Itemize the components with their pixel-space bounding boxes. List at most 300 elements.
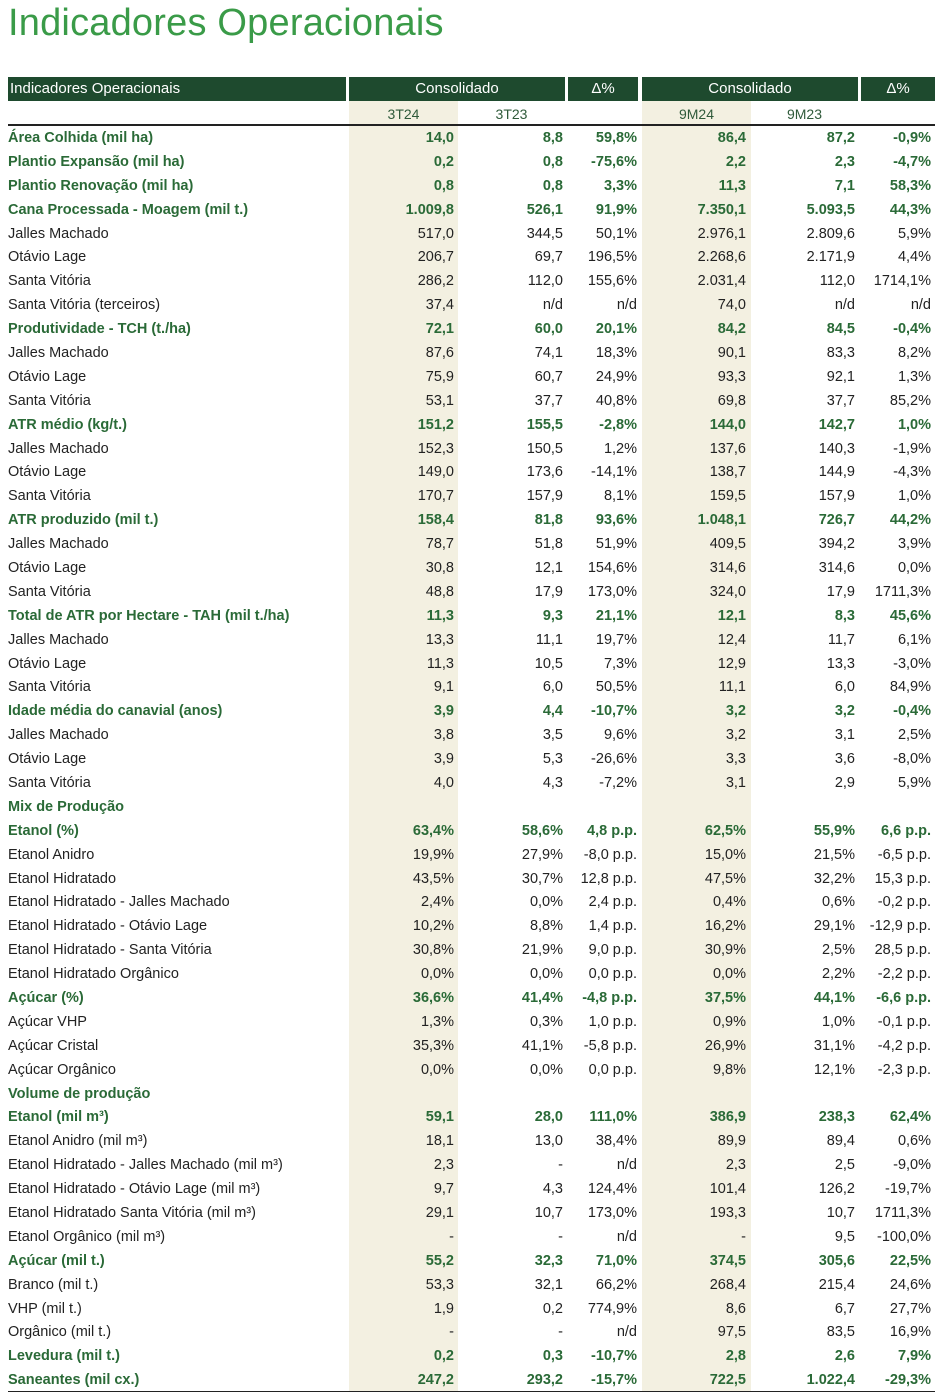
cell-value: 37,7 — [826, 392, 855, 409]
cell-value: 47,5% — [704, 870, 746, 887]
cell-value: -1,9% — [893, 440, 931, 457]
table-row — [8, 1153, 935, 1177]
row-label: Santa Vitória (terceiros) — [8, 297, 161, 314]
cell-value: 0,0% — [529, 1061, 563, 1078]
cell-value: 1.048,1 — [697, 512, 746, 529]
cell-value: 314,6 — [709, 559, 746, 576]
cell-value: 2,5% — [897, 727, 931, 744]
cell-value: 124,4% — [587, 1181, 637, 1198]
table-row — [8, 1249, 935, 1273]
cell-value: 2.171,9 — [806, 249, 855, 266]
table-row — [8, 914, 935, 938]
cell-value: -8,0 p.p. — [583, 846, 637, 863]
cell-value: 3,1 — [834, 727, 855, 744]
cell-value: 10,2% — [412, 918, 454, 935]
cell-value: 0,3% — [529, 1013, 563, 1030]
cell-value: 0,0 p.p. — [588, 1061, 637, 1078]
cell-value: 22,5% — [889, 1252, 931, 1269]
cell-value: 84,9% — [889, 679, 931, 696]
row-label: Total de ATR por Hectare - TAH (mil t./ha) — [8, 607, 290, 624]
cell-value: n/d — [616, 1157, 637, 1174]
cell-value: 19,7% — [595, 631, 637, 648]
cell-value: 3,9% — [897, 536, 931, 553]
cell-value: 78,7 — [425, 536, 454, 553]
cell-value — [349, 795, 458, 819]
table-row — [8, 819, 935, 843]
cell-value — [750, 1082, 859, 1106]
cell-value: 75,9 — [425, 368, 454, 385]
cell-value: 173,0% — [587, 1205, 637, 1222]
cell-value: 1711,3% — [874, 1205, 931, 1222]
cell-value: -0,2 p.p. — [877, 894, 931, 911]
cell-value: 386,9 — [709, 1109, 746, 1126]
cell-value: 144,9 — [818, 464, 855, 481]
period-9m24: 9M24 — [678, 106, 715, 122]
cell-value: 6,0 — [834, 679, 855, 696]
table-row — [8, 484, 935, 508]
row-label: Etanol (mil m³) — [8, 1109, 109, 1126]
cell-value: 4,3 — [542, 1181, 563, 1198]
cell-value: 1711,3% — [874, 583, 931, 600]
cell-value — [641, 1082, 750, 1106]
table-row — [8, 269, 935, 293]
cell-value: 7,1 — [834, 177, 855, 194]
cell-value: 3,1 — [725, 774, 746, 791]
cell-value: 0,4% — [712, 894, 746, 911]
row-label: Otávio Lage — [8, 249, 87, 266]
cell-value: 16,2% — [704, 918, 746, 935]
cell-value: 517,0 — [417, 225, 454, 242]
cell-value: 4,4 — [542, 703, 563, 720]
cell-value: 32,2% — [813, 870, 855, 887]
row-label: Etanol Hidratado Orgânico — [8, 966, 179, 983]
cell-value: 18,3% — [595, 344, 637, 361]
cell-value: 19,9% — [412, 846, 454, 863]
cell-value: -2,2 p.p. — [877, 966, 931, 983]
cell-value: 12,9 — [717, 655, 746, 672]
table-row — [8, 604, 935, 628]
cell-value: -10,7% — [591, 703, 637, 720]
table-row — [8, 460, 935, 484]
cell-value: 29,1 — [425, 1205, 454, 1222]
cell-value: 69,8 — [717, 392, 746, 409]
cell-value: 53,1 — [425, 392, 454, 409]
cell-value: 0,0% — [897, 559, 931, 576]
cell-value: 5,3 — [542, 751, 563, 768]
cell-value: 97,5 — [717, 1324, 746, 1341]
cell-value: -4,7% — [893, 153, 931, 170]
cell-value: 3,3% — [603, 177, 637, 194]
cell-value: 28,0 — [534, 1109, 563, 1126]
row-label: Santa Vitória — [8, 273, 91, 290]
cell-value: 31,1% — [813, 1037, 855, 1054]
cell-value: 58,6% — [521, 822, 563, 839]
cell-value — [641, 795, 750, 819]
cell-value: 215,4 — [818, 1276, 855, 1293]
cell-value: 0,0 p.p. — [588, 966, 637, 983]
cell-value: 17,9 — [826, 583, 855, 600]
cell-value: 3,6 — [834, 751, 855, 768]
cell-value: 26,9% — [704, 1037, 746, 1054]
table-row — [8, 413, 935, 437]
cell-value: 6,1% — [897, 631, 931, 648]
cell-value: 2,3 — [433, 1157, 454, 1174]
cell-value: 726,7 — [818, 512, 855, 529]
cell-value: 10,7 — [534, 1205, 563, 1222]
row-label: Jalles Machado — [8, 225, 109, 242]
cell-value: 2,3 — [834, 153, 855, 170]
cell-value: 59,8% — [595, 129, 637, 146]
cell-value: 84,5 — [826, 321, 855, 338]
row-label: Otávio Lage — [8, 464, 87, 481]
table-row — [8, 699, 935, 723]
cell-value: n/d — [616, 1324, 637, 1341]
cell-value: 137,6 — [709, 440, 746, 457]
cell-value: 58,3% — [889, 177, 931, 194]
footer-rule — [8, 1391, 935, 1392]
cell-value: 72,1 — [425, 321, 454, 338]
cell-value: 1,0 p.p. — [588, 1013, 637, 1030]
cell-value: n/d — [834, 297, 855, 314]
row-label: Açúcar (mil t.) — [8, 1252, 105, 1269]
period-3t23: 3T23 — [495, 106, 528, 122]
period-3t24: 3T24 — [387, 106, 420, 122]
cell-value: 157,9 — [818, 488, 855, 505]
cell-value: n/d — [542, 297, 563, 314]
row-label: VHP (mil t.) — [8, 1300, 82, 1317]
page-title: Indicadores Operacionais — [8, 2, 444, 44]
cell-value: 92,1 — [826, 368, 855, 385]
cell-value: 0,2 — [433, 1348, 454, 1365]
cell-value: -4,2 p.p. — [877, 1037, 931, 1054]
cell-value: 13,3 — [826, 655, 855, 672]
cell-value: 9,6% — [603, 727, 637, 744]
table-row — [8, 198, 935, 222]
table-row — [8, 365, 935, 389]
cell-value: -8,0% — [893, 751, 931, 768]
cell-value: 93,6% — [595, 512, 637, 529]
cell-value: 83,5 — [826, 1324, 855, 1341]
table-row — [8, 1344, 935, 1368]
cell-value: 206,7 — [417, 249, 454, 266]
row-label: Orgânico (mil t.) — [8, 1324, 112, 1341]
cell-value: 32,1 — [534, 1276, 563, 1293]
cell-value: -15,7% — [591, 1372, 637, 1389]
table-row — [8, 795, 935, 819]
cell-value: 50,5% — [595, 679, 637, 696]
cell-value — [567, 1082, 641, 1106]
cell-value: 2,8 — [725, 1348, 746, 1365]
cell-value: 4,8 p.p. — [587, 822, 637, 839]
table-row — [8, 962, 935, 986]
cell-value: 2.031,4 — [697, 273, 746, 290]
cell-value: 305,6 — [818, 1252, 855, 1269]
cell-value: -0,4% — [893, 321, 931, 338]
cell-value: 374,5 — [709, 1252, 746, 1269]
cell-value: 0,8 — [542, 177, 563, 194]
cell-value: -2,3 p.p. — [877, 1061, 931, 1078]
cell-value: 4,3 — [542, 774, 563, 791]
cell-value: 344,5 — [526, 225, 563, 242]
table-row — [8, 293, 935, 317]
table-row — [8, 341, 935, 365]
cell-value: 11,3 — [426, 655, 454, 672]
operational-indicators-table — [8, 126, 935, 1392]
row-label: Branco (mil t.) — [8, 1276, 99, 1293]
cell-value: -10,7% — [591, 1348, 637, 1365]
cell-value: 170,7 — [417, 488, 454, 505]
cell-value: -26,6% — [591, 751, 637, 768]
cell-value: 11,1 — [718, 679, 746, 696]
cell-value — [859, 1082, 935, 1106]
cell-value: 43,5% — [412, 870, 454, 887]
cell-value: 14,0 — [425, 129, 454, 146]
cell-value: 126,2 — [818, 1181, 855, 1198]
cell-value: -0,4% — [893, 703, 931, 720]
cell-value: 9,3 — [542, 607, 563, 624]
cell-value: 293,2 — [526, 1372, 563, 1389]
cell-value: 12,1 — [717, 607, 746, 624]
cell-value: 5,9% — [897, 774, 931, 791]
cell-value: 86,4 — [717, 129, 746, 146]
cell-value: 6,0 — [542, 679, 563, 696]
cell-value: 2,3 — [725, 1157, 746, 1174]
cell-value: 112,0 — [819, 273, 855, 290]
table-row — [8, 1297, 935, 1321]
row-label: Santa Vitória — [8, 583, 91, 600]
cell-value: -19,7% — [885, 1181, 931, 1198]
cell-value: 0,2 — [542, 1300, 563, 1317]
cell-value: 89,4 — [826, 1133, 855, 1150]
cell-value: 2,5% — [821, 942, 855, 959]
cell-value: 24,9% — [595, 368, 637, 385]
cell-value: 69,7 — [534, 249, 563, 266]
cell-value: 394,2 — [818, 536, 855, 553]
cell-value: 3,8 — [433, 727, 454, 744]
row-label: Etanol Hidratado — [8, 870, 117, 887]
cell-value: 112,0 — [527, 273, 563, 290]
cell-value: 173,6 — [526, 464, 563, 481]
row-label: Jalles Machado — [8, 727, 109, 744]
cell-value: 324,0 — [709, 583, 746, 600]
table-row — [8, 245, 935, 269]
row-label: Etanol Anidro (mil m³) — [8, 1133, 148, 1150]
row-label: Etanol Hidratado - Santa Vitória — [8, 942, 212, 959]
cell-value — [349, 1082, 458, 1106]
row-label: ATR médio (kg/t.) — [8, 416, 127, 433]
cell-value: 8,1% — [603, 488, 637, 505]
cell-value — [458, 1082, 567, 1106]
cell-value: 21,1% — [595, 607, 637, 624]
cell-value: -5,8 p.p. — [583, 1037, 637, 1054]
cell-value: 101,4 — [709, 1181, 746, 1198]
cell-value: 9,7 — [433, 1181, 454, 1198]
cell-value: 159,5 — [709, 488, 746, 505]
cell-value: 9,1 — [433, 679, 454, 696]
cell-value: 87,6 — [425, 344, 454, 361]
cell-value: 81,8 — [534, 512, 563, 529]
cell-value: 111,0% — [589, 1109, 637, 1126]
cell-value: 138,7 — [709, 464, 746, 481]
cell-value: 155,6% — [587, 273, 637, 290]
cell-value: 24,6% — [889, 1276, 931, 1293]
table-row — [8, 150, 935, 174]
row-label: ATR produzido (mil t.) — [8, 512, 159, 529]
table-row — [8, 843, 935, 867]
cell-value: 40,8% — [595, 392, 637, 409]
cell-value: 66,2% — [595, 1276, 637, 1293]
cell-value: 13,0 — [534, 1133, 563, 1150]
cell-value: - — [558, 1228, 563, 1245]
cell-value: 722,5 — [709, 1372, 746, 1389]
cell-value: 196,5% — [587, 249, 637, 266]
cell-value: 87,2 — [826, 129, 855, 146]
cell-value: 2,5 — [834, 1157, 855, 1174]
cell-value: 8,8% — [529, 918, 563, 935]
cell-value: 0,0% — [420, 1061, 454, 1078]
cell-value: 2.976,1 — [697, 225, 746, 242]
cell-value: 8,3 — [834, 607, 855, 624]
cell-value: 1,4 p.p. — [588, 918, 637, 935]
cell-value: -75,6% — [591, 153, 637, 170]
cell-value: 17,9 — [534, 583, 563, 600]
cell-value: 5.093,5 — [806, 201, 855, 218]
cell-value: 11,1 — [535, 631, 563, 648]
table-row — [8, 317, 935, 341]
cell-value: 0,3 — [542, 1348, 563, 1365]
row-label: Santa Vitória — [8, 392, 91, 409]
cell-value: n/d — [616, 1228, 637, 1245]
cell-value: 21,9% — [521, 942, 563, 959]
cell-value: 8,6 — [725, 1300, 746, 1317]
row-label: Etanol (%) — [8, 822, 79, 839]
cell-value: 9,5 — [834, 1228, 855, 1245]
cell-value: 774,9% — [587, 1300, 637, 1317]
cell-value: 149,0 — [417, 464, 454, 481]
cell-value: 21,5% — [813, 846, 855, 863]
row-label: Produtividade - TCH (t./ha) — [8, 321, 191, 338]
table-row — [8, 389, 935, 413]
cell-value: 238,3 — [818, 1109, 855, 1126]
cell-value: 10,7 — [826, 1205, 855, 1222]
cell-value: 12,8 p.p. — [580, 870, 637, 887]
cell-value — [458, 795, 567, 819]
cell-value: - — [558, 1157, 563, 1174]
cell-value: 44,1% — [813, 990, 855, 1006]
header-consolidado-ytd: Consolidado — [642, 77, 858, 101]
cell-value: 1,2% — [603, 440, 637, 457]
cell-value: 89,9 — [717, 1133, 746, 1150]
cell-value: 38,4% — [595, 1133, 637, 1150]
cell-value: 0,0% — [420, 966, 454, 983]
cell-value: 85,2% — [889, 392, 931, 409]
table-row — [8, 652, 935, 676]
cell-value: -4,3% — [893, 464, 931, 481]
row-label: Volume de produção — [8, 1085, 151, 1102]
row-label: Açúcar (%) — [8, 990, 84, 1006]
cell-value: 55,9% — [813, 822, 855, 839]
cell-value: 84,2 — [717, 321, 746, 338]
cell-value: 157,9 — [526, 488, 563, 505]
cell-value: 51,9% — [595, 536, 637, 553]
table-row — [8, 675, 935, 699]
cell-value: 247,2 — [417, 1372, 454, 1389]
table-row — [8, 222, 935, 246]
table-row — [8, 126, 935, 150]
cell-value: 20,1% — [595, 321, 637, 338]
table-row — [8, 1273, 935, 1297]
header-label: Indicadores Operacionais — [8, 77, 346, 101]
cell-value: - — [449, 1324, 454, 1341]
cell-value: 2.809,6 — [806, 225, 855, 242]
table-row — [8, 771, 935, 795]
row-label: Açúcar Orgânico — [8, 1061, 116, 1078]
row-label: Levedura (mil t.) — [8, 1348, 120, 1365]
cell-value: 15,3 p.p. — [874, 870, 931, 887]
row-label: Santa Vitória — [8, 679, 91, 696]
cell-value: -4,8 p.p. — [582, 990, 637, 1006]
cell-value: 27,9% — [521, 846, 563, 863]
cell-value: - — [558, 1324, 563, 1341]
cell-value: 30,8% — [412, 942, 454, 959]
cell-value: 29,1% — [813, 918, 855, 935]
row-label: Etanol Anidro — [8, 846, 95, 863]
cell-value: 71,0% — [595, 1252, 637, 1269]
cell-value: 60,0 — [534, 321, 563, 338]
cell-value: 2,2% — [821, 966, 855, 983]
cell-value: 6,7 — [834, 1300, 855, 1317]
cell-value: 2.268,6 — [697, 249, 746, 266]
cell-value: 3,2 — [834, 703, 855, 720]
cell-value: 144,0 — [709, 416, 746, 433]
cell-value: 63,4% — [412, 822, 454, 839]
cell-value: 91,9% — [595, 201, 637, 218]
table-row — [8, 628, 935, 652]
cell-value: 12,4 — [717, 631, 746, 648]
cell-value: 11,3 — [426, 607, 454, 624]
cell-value: 150,5 — [526, 440, 563, 457]
row-label: Plantio Renovação (mil ha) — [8, 177, 194, 194]
cell-value: 1,9 — [433, 1300, 454, 1317]
table-row — [8, 532, 935, 556]
row-label: Jalles Machado — [8, 631, 109, 648]
cell-value: 268,4 — [709, 1276, 746, 1293]
cell-value: 83,3 — [826, 344, 855, 361]
cell-value: 1,0% — [897, 416, 931, 433]
row-label: Etanol Hidratado - Otávio Lage — [8, 918, 208, 935]
cell-value: 4,0 — [433, 774, 454, 791]
table-row — [8, 1368, 935, 1392]
cell-value: 3,9 — [433, 751, 454, 768]
cell-value: 50,1% — [595, 225, 637, 242]
table-row — [8, 1177, 935, 1201]
cell-value: 62,5% — [704, 822, 746, 839]
cell-value: 1,3% — [897, 368, 931, 385]
cell-value: 3,2 — [725, 727, 746, 744]
cell-value: -100,0% — [876, 1228, 931, 1245]
cell-value: -3,0% — [893, 655, 931, 672]
cell-value: 53,3 — [425, 1276, 454, 1293]
cell-value: 0,8 — [433, 177, 454, 194]
cell-value: 2,4% — [420, 894, 454, 911]
cell-value: 48,8 — [425, 583, 454, 600]
cell-value: 154,6% — [587, 559, 637, 576]
cell-value: 142,7 — [818, 416, 855, 433]
cell-value: 37,7 — [534, 392, 563, 409]
cell-value: 12,1 — [534, 559, 563, 576]
cell-value: 55,2 — [425, 1252, 454, 1269]
cell-value: -6,6 p.p. — [876, 990, 931, 1006]
